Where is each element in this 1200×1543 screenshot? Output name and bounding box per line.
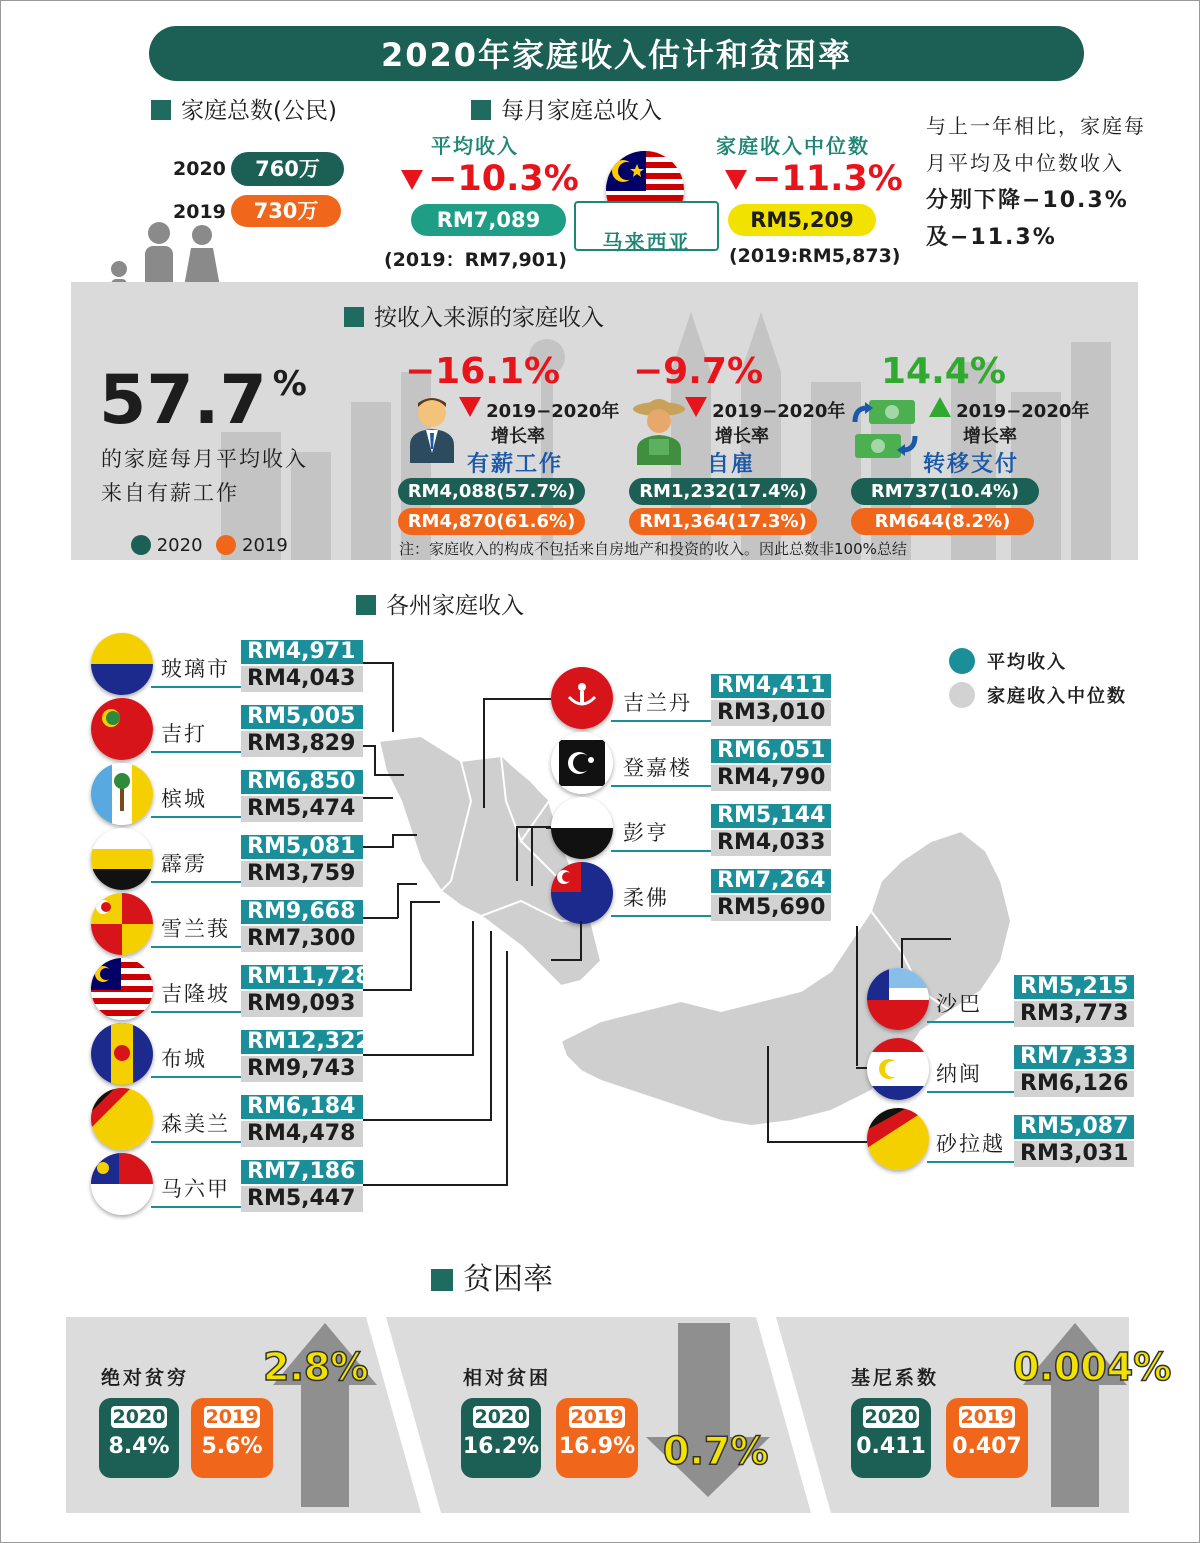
state-underline <box>611 785 711 787</box>
state-underline <box>151 1141 241 1143</box>
connector-line <box>483 698 485 808</box>
state-name: 霹雳 <box>161 852 207 876</box>
state-mean-value: RM7,186 <box>241 1160 363 1184</box>
connector-line <box>506 951 508 1186</box>
state-mean-value: RM5,081 <box>241 835 363 859</box>
state-flag-icon <box>91 1088 153 1150</box>
mean-income-value: RM7,089 <box>411 204 566 236</box>
poverty-2020-box <box>461 1398 541 1478</box>
monthly-income-heading: 每月家庭总收入 <box>471 92 662 125</box>
mean-legend-dot <box>949 648 975 674</box>
poverty-2020-box <box>851 1398 931 1478</box>
state-name: 玻璃市 <box>161 657 230 681</box>
wage-2020-value: RM4,088(57.7%) <box>398 478 585 505</box>
poverty-change: 2.8% <box>263 1345 369 1389</box>
poverty-heading: 贫困率 <box>431 1254 553 1298</box>
poverty-metric-name: 基尼系数 <box>851 1367 940 1389</box>
state-flag-icon <box>867 1108 929 1170</box>
page-title: 2020年家庭收入估计和贫困率 <box>380 36 853 74</box>
state-underline <box>151 1206 241 1208</box>
state-mean-value: RM6,051 <box>711 739 831 763</box>
down-arrow-icon <box>646 1323 770 1501</box>
source-income-heading: 按收入来源的家庭收入 <box>344 299 604 332</box>
state-flag-icon <box>551 667 613 729</box>
states-legend: 平均收入 家庭收入中位数 <box>949 646 1127 714</box>
poverty-2019-year: 2019 <box>570 1406 624 1428</box>
state-underline <box>151 751 241 753</box>
state-name: 吉兰丹 <box>623 691 692 715</box>
state-name: 沙巴 <box>936 992 982 1016</box>
connector-line <box>580 921 582 961</box>
connector-line <box>397 883 417 885</box>
state-median-value: RM3,031 <box>1014 1141 1134 1167</box>
state-flag-icon <box>91 698 153 760</box>
poverty-metric-name: 相对贫困 <box>463 1367 552 1389</box>
state-name: 布城 <box>161 1047 207 1071</box>
state-median-value: RM3,829 <box>241 731 363 757</box>
median-income-prev: (2019:RM5,873) <box>729 245 901 267</box>
state-median-value: RM3,759 <box>241 861 363 887</box>
connector-line <box>516 826 518 881</box>
connector-line <box>363 1184 507 1186</box>
wage-share-percent: 57.7 % <box>99 361 307 440</box>
state-name: 登嘉楼 <box>623 756 692 780</box>
poverty-2019-year: 2019 <box>960 1406 1014 1428</box>
wage-growth-sub: 增长率 <box>491 426 545 447</box>
state-median-value: RM3,773 <box>1014 1001 1134 1027</box>
state-median-value: RM5,690 <box>711 895 831 921</box>
state-name: 雪兰莪 <box>161 917 230 941</box>
connector-line <box>363 1054 473 1056</box>
state-median-value: RM4,033 <box>711 830 831 856</box>
state-median-value: RM3,010 <box>711 700 831 726</box>
state-underline <box>611 720 711 722</box>
poverty-2020-value: 0.411 <box>856 1434 926 1459</box>
connector-line <box>546 827 551 829</box>
state-flag-icon <box>91 958 153 1020</box>
poverty-2019-box <box>191 1398 273 1478</box>
state-flag-icon <box>867 1038 929 1100</box>
connector-line <box>392 834 394 848</box>
connector-line <box>363 1119 491 1121</box>
state-underline <box>151 816 241 818</box>
connector-line <box>856 1067 867 1069</box>
state-median-value: RM9,743 <box>241 1056 363 1082</box>
wage-2019-value: RM4,870(61.6%) <box>398 508 585 535</box>
state-underline <box>151 946 241 948</box>
source-footnote: 注：家庭收入的构成不包括来自房地产和投资的收入。因此总数非100%总结 <box>399 540 907 558</box>
state-flag-icon <box>91 1153 153 1215</box>
state-median-value: RM5,447 <box>241 1186 363 1212</box>
transfer-2019-value: RM644(8.2%) <box>851 508 1034 535</box>
state-mean-value: RM7,264 <box>711 869 831 893</box>
poverty-2019-value: 0.407 <box>952 1434 1022 1459</box>
state-underline <box>927 1021 1014 1023</box>
poverty-2020-year: 2020 <box>474 1406 528 1428</box>
mean-income-prev: (2019：RM7,901) <box>384 249 567 271</box>
poverty-2019-year: 2019 <box>205 1406 259 1428</box>
households-value-2020: 760万 <box>231 152 344 186</box>
connector-line <box>363 989 411 991</box>
connector-line <box>363 917 398 919</box>
state-flag-icon <box>551 797 613 859</box>
connector-line <box>374 774 404 776</box>
connector-line <box>410 901 412 991</box>
selfemp-growth-sub: 增长率 <box>715 426 769 447</box>
state-mean-value: RM7,333 <box>1014 1045 1134 1069</box>
poverty-2019-box <box>946 1398 1028 1478</box>
connector-line <box>392 834 417 836</box>
mean-change: −10.3% <box>428 159 579 199</box>
legend: 2020 2019 <box>131 535 288 556</box>
wage-source-name: 有薪工作 <box>467 452 564 477</box>
connector-line <box>767 1046 769 1141</box>
state-name: 吉打 <box>161 722 207 746</box>
connector-line <box>516 826 531 828</box>
state-median-value: RM5,474 <box>241 796 363 822</box>
state-median-value: RM4,043 <box>241 666 363 692</box>
state-underline <box>151 1011 241 1013</box>
state-mean-value: RM11,728 <box>241 965 363 989</box>
state-underline <box>611 850 711 852</box>
state-name: 纳闽 <box>936 1062 982 1086</box>
connector-line <box>901 938 951 940</box>
state-flag-icon <box>91 633 153 695</box>
state-flag-icon <box>551 732 613 794</box>
connector-line <box>531 826 533 886</box>
connector-line <box>551 959 581 961</box>
state-name: 森美兰 <box>161 1112 230 1136</box>
selfemp-source-name: 自雇 <box>707 452 756 477</box>
state-mean-value: RM5,215 <box>1014 975 1134 999</box>
country-label: 马来西亚 <box>602 230 691 254</box>
connector-line <box>374 745 376 775</box>
state-underline <box>927 1161 1014 1163</box>
state-mean-value: RM5,087 <box>1014 1115 1134 1139</box>
state-mean-value: RM6,184 <box>241 1095 363 1119</box>
state-mean-value: RM5,144 <box>711 804 831 828</box>
state-underline <box>927 1091 1014 1093</box>
poverty-2019-value: 5.6% <box>201 1434 263 1459</box>
state-flag-icon <box>551 862 613 924</box>
wage-change: −16.1% <box>405 351 561 392</box>
income-comparison-note: 与上一年相比，家庭每 月平均及中位数收入 分别下降−10.3% 及−11.3% <box>926 114 1146 250</box>
poverty-2019-value: 16.9% <box>558 1434 636 1459</box>
selfemp-change: −9.7% <box>633 351 764 392</box>
state-flag-icon <box>91 828 153 890</box>
poverty-2020-year: 2020 <box>864 1406 918 1428</box>
selfemp-2019-value: RM1,364(17.3%) <box>629 508 817 535</box>
state-name: 彭亨 <box>623 821 669 845</box>
median-change: −11.3% <box>752 159 903 199</box>
poverty-2020-year: 2020 <box>112 1406 166 1428</box>
state-underline <box>151 686 241 688</box>
state-name: 柔佛 <box>623 886 669 910</box>
poverty-change: 0.004% <box>1013 1345 1172 1389</box>
state-name: 槟城 <box>161 787 207 811</box>
poverty-2019-box <box>556 1398 638 1478</box>
connector-line <box>397 883 399 918</box>
connector-line <box>490 931 492 1121</box>
connector-line <box>410 901 440 903</box>
state-underline <box>151 1076 241 1078</box>
connector-line <box>363 846 393 848</box>
connector-line <box>472 921 474 1056</box>
state-flag-icon <box>91 763 153 825</box>
state-median-value: RM7,300 <box>241 926 363 952</box>
households-year-2019: 2019 <box>173 201 226 223</box>
transfer-source-name: 转移支付 <box>923 452 1020 477</box>
state-name: 砂拉越 <box>936 1132 1005 1156</box>
state-mean-value: RM6,850 <box>241 770 363 794</box>
state-mean-value: RM9,668 <box>241 900 363 924</box>
connector-line <box>363 797 393 799</box>
state-mean-value: RM5,005 <box>241 705 363 729</box>
state-flag-icon <box>91 1023 153 1085</box>
state-underline <box>611 915 711 917</box>
wage-growth-label: 2019−2020年 <box>459 397 619 423</box>
state-flag-icon <box>91 893 153 955</box>
state-median-value: RM4,790 <box>711 765 831 791</box>
households-year-2020: 2020 <box>173 158 226 180</box>
wage-share-caption: 的家庭每月平均收入 来自有薪工作 <box>101 447 308 505</box>
median-income-label: 家庭收入中位数 <box>716 134 870 158</box>
transfer-change: 14.4% <box>881 351 1006 392</box>
connector-line <box>483 698 551 700</box>
state-flag-icon <box>867 968 929 1030</box>
connector-line <box>856 926 858 1066</box>
connector-line <box>363 662 393 664</box>
state-name: 马六甲 <box>161 1177 230 1201</box>
state-mean-value: RM4,971 <box>241 640 363 664</box>
state-median-value: RM4,478 <box>241 1121 363 1147</box>
state-mean-value: RM4,411 <box>711 674 831 698</box>
poverty-2020-box <box>99 1398 179 1478</box>
state-name: 吉隆坡 <box>161 982 230 1006</box>
connector-line <box>901 938 903 968</box>
state-mean-value: RM12,322 <box>241 1030 363 1054</box>
state-median-value: RM9,093 <box>241 991 363 1017</box>
households-value-2019: 730万 <box>231 195 341 227</box>
poverty-metric-name: 绝对贫穷 <box>101 1367 190 1389</box>
state-median-value: RM6,126 <box>1014 1071 1134 1097</box>
state-underline <box>151 881 241 883</box>
median-income-value: RM5,209 <box>728 204 876 236</box>
poverty-2020-value: 16.2% <box>462 1434 540 1459</box>
poverty-2020-value: 8.4% <box>108 1434 170 1459</box>
connector-line <box>767 1141 867 1143</box>
transfer-growth-label: 2019−2020年 <box>929 397 1089 423</box>
connector-line <box>392 662 394 732</box>
transfer-2020-value: RM737(10.4%) <box>851 478 1039 505</box>
median-legend-dot <box>949 682 975 708</box>
households-heading: 家庭总数(公民) <box>151 92 337 125</box>
selfemp-growth-label: 2019−2020年 <box>685 397 845 423</box>
poverty-change: 0.7% <box>663 1429 769 1473</box>
states-heading: 各州家庭收入 <box>356 587 524 620</box>
mean-income-label: 平均收入 <box>431 134 519 158</box>
selfemp-2020-value: RM1,232(17.4%) <box>629 478 817 505</box>
transfer-growth-sub: 增长率 <box>963 426 1017 447</box>
